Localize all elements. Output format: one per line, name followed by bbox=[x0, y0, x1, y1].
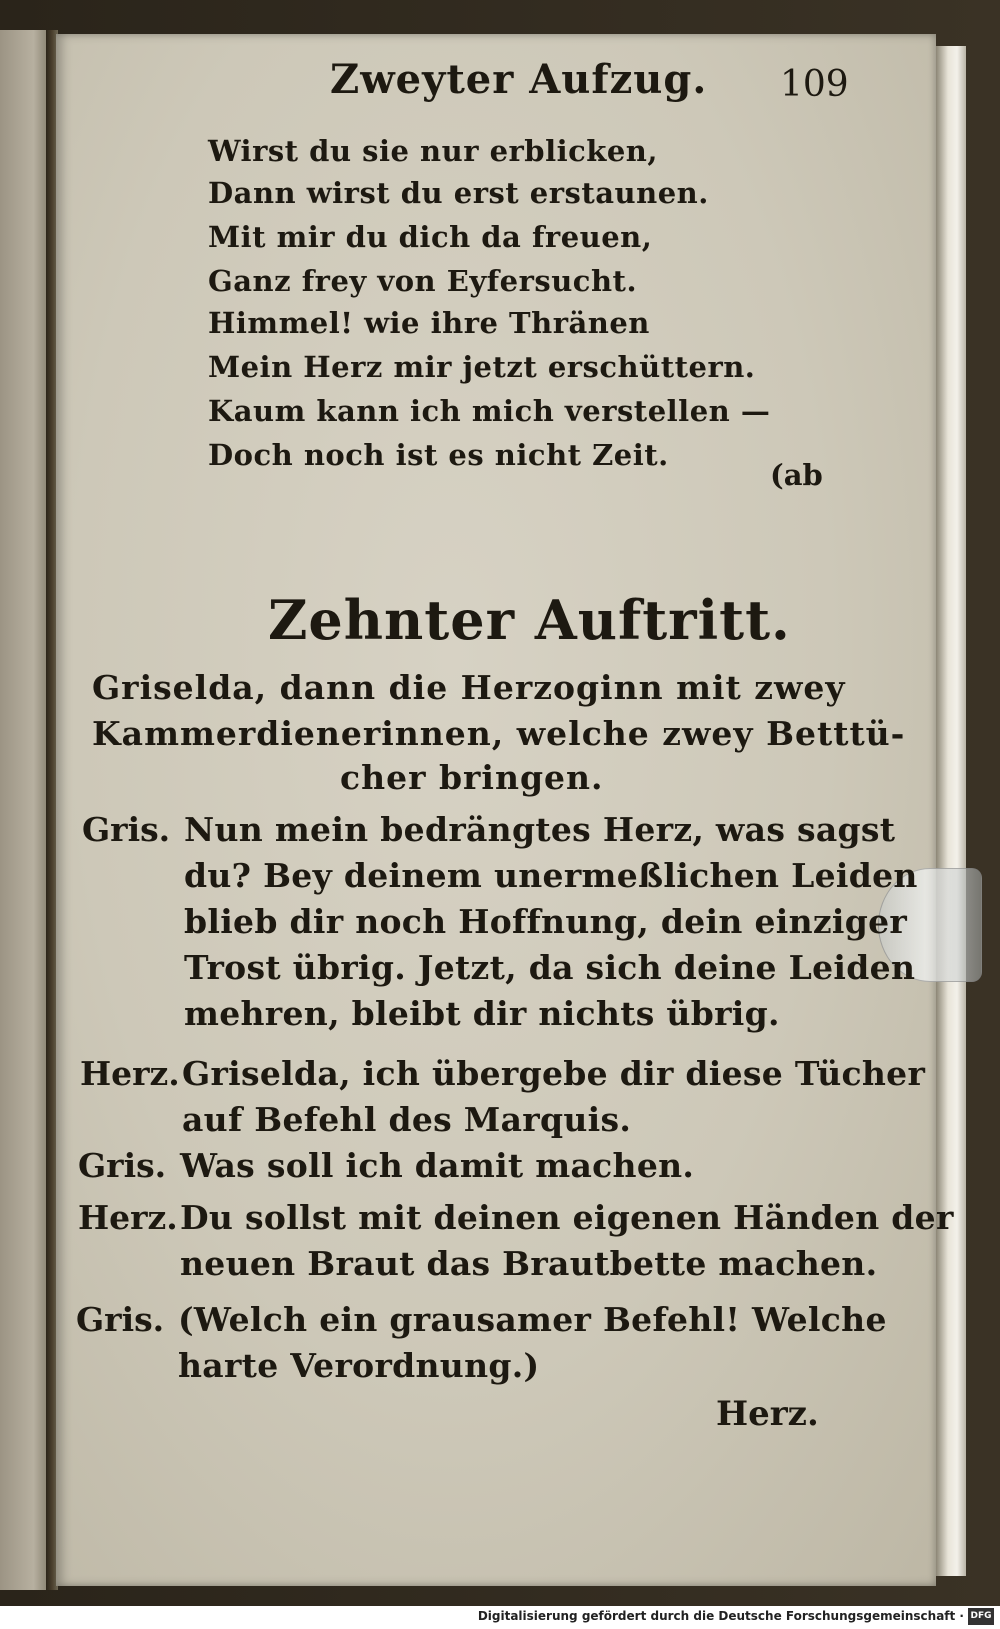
dialogue-line: auf Befehl des Marquis. bbox=[182, 1100, 632, 1139]
speaker-label: Gris. bbox=[76, 1300, 165, 1339]
speaker-label: Gris. bbox=[78, 1146, 167, 1185]
dialogue-line: blieb dir noch Hoffnung, dein einziger bbox=[184, 902, 908, 941]
dialogue-line: Nun mein bedrängtes Herz, was sagst bbox=[184, 810, 896, 849]
dialogue-line: harte Verordnung.) bbox=[178, 1346, 540, 1385]
verse-line: Ganz frey von Eyfersucht. bbox=[208, 264, 638, 298]
stage-direction-line: Griselda, dann die Herzoginn mit zwey bbox=[92, 668, 846, 707]
page-number: 109 bbox=[780, 64, 849, 105]
verse-line: Doch noch ist es nicht Zeit. bbox=[208, 438, 669, 472]
running-title: Zweyter Aufzug. bbox=[330, 56, 708, 103]
verse-line: Mein Herz mir jetzt erschüttern. bbox=[208, 350, 756, 384]
stage-direction-line: cher bringen. bbox=[340, 758, 604, 797]
dialogue-line: neuen Braut das Brautbette machen. bbox=[180, 1244, 878, 1283]
dialogue-line: mehren, bleibt dir nichts übrig. bbox=[184, 994, 780, 1033]
dialogue-line: Trost übrig. Jetzt, da sich deine Leiden bbox=[184, 948, 916, 987]
page-catchword: Herz. bbox=[716, 1394, 819, 1434]
verse-line: Wirst du sie nur erblicken, bbox=[208, 134, 658, 168]
dialogue-line: (Welch ein grausamer Befehl! Welche bbox=[178, 1300, 887, 1339]
scene-title: Zehnter Auftritt. bbox=[268, 588, 791, 652]
stage-direction-line: Kammerdienerinnen, welche zwey Betttü- bbox=[92, 714, 906, 753]
funding-notice: Digitalisierung gefördert durch die Deutsche Forschungsgemeinschaft · bbox=[477, 1609, 964, 1623]
facing-page-edge bbox=[0, 30, 48, 1590]
verse-catchword: (ab bbox=[770, 458, 823, 492]
dialogue-line: Griselda, ich übergebe dir diese Tücher bbox=[182, 1054, 926, 1093]
verse-line: Himmel! wie ihre Thränen bbox=[208, 306, 650, 340]
dfg-logo: DFG bbox=[968, 1608, 994, 1625]
verse-line: Dann wirst du erst erstaunen. bbox=[208, 176, 709, 210]
speaker-label: Herz. bbox=[78, 1198, 178, 1237]
dialogue-line: du? Bey deinem unermeßlichen Leiden bbox=[184, 856, 918, 895]
verse-line: Kaum kann ich mich verstellen — bbox=[208, 394, 771, 428]
dialogue-line: Was soll ich damit machen. bbox=[180, 1146, 695, 1185]
speaker-label: Gris. bbox=[82, 810, 171, 849]
speaker-label: Herz. bbox=[80, 1054, 180, 1093]
verse-line: Mit mir du dich da freuen, bbox=[208, 220, 653, 254]
page-stack-edge bbox=[936, 46, 966, 1576]
dialogue-line: Du sollst mit deinen eigenen Händen der bbox=[180, 1198, 954, 1237]
